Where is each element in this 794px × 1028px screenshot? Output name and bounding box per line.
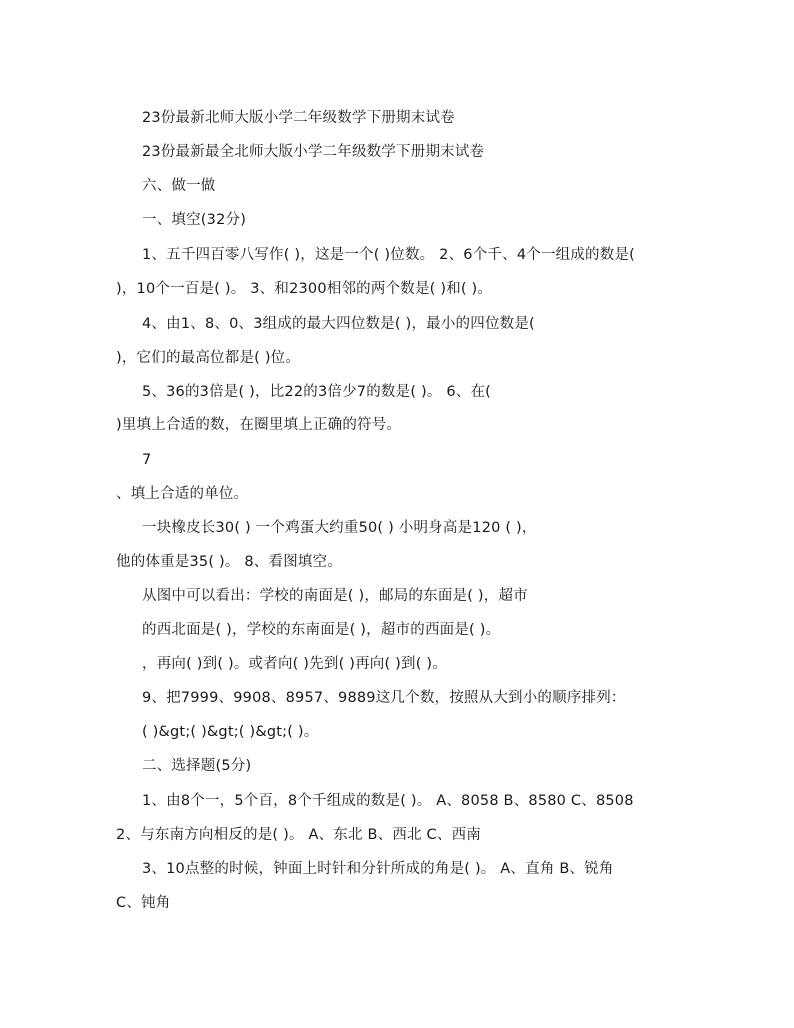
text-line: )，它们的最高位都是( )位。 (116, 350, 301, 366)
text-line: )里填上合适的数，在圈里填上正确的符号。 (116, 417, 402, 433)
text-line: 一块橡皮长30( ) 一个鸡蛋大约重50( ) 小明身高是120 ( )， (142, 520, 537, 536)
text-line: )，10个一百是( )。 3、和2300相邻的两个数是( )和( )。 (116, 281, 493, 297)
text-line: 1、五千四百零八写作( )，这是一个( )位数。 2、6个千、4个一组成的数是( (142, 247, 636, 263)
text-line: 他的体重是35( )。 8、看图填空。 (116, 554, 343, 570)
doc-title: 23份最新北师大版小学二年级数学下册期末试卷 (142, 110, 455, 126)
text-line: 4、由1、8、0、3组成的最大四位数是( )，最小的四位数是( (142, 316, 535, 332)
section-heading: 二、选择题(5分) (142, 758, 252, 774)
text-line: 9、把7999、9908、8957、9889这几个数，按照从大到小的顺序排列： (142, 690, 626, 706)
text-line: 、填上合适的单位。 (116, 486, 249, 502)
doc-subtitle: 23份最新最全北师大版小学二年级数学下册期末试卷 (142, 144, 485, 160)
text-line: 7 (142, 452, 152, 468)
text-line: 5、36的3倍是( )，比22的3倍少7的数是( )。 6、在( (142, 384, 492, 400)
section-heading: 一、填空(32分) (142, 212, 247, 228)
text-line: ，再向( )到( )。或者向( )先到( )再向( )到( )。 (142, 656, 447, 672)
text-line: 1、由8个一，5个百，8个千组成的数是( )。 A、8058 B、8580 C、8508 (142, 793, 634, 809)
text-line: 从图中可以看出：学校的南面是( )，邮局的东面是( )，超市 (142, 588, 528, 604)
text-line: 的西北面是( )，学校的东南面是( )，超市的西面是( )。 (142, 622, 501, 638)
text-line: 2、与东南方向相反的是( )。 A、东北 B、西北 C、西南 (116, 827, 481, 843)
text-line: 3、10点整的时候，钟面上时针和分针所成的角是( )。 A、直角 B、锐角 (142, 861, 614, 877)
text-line: ( )&gt;( )&gt;( )&gt;( )。 (142, 724, 319, 740)
text-line: C、钝角 (116, 895, 171, 911)
section-heading: 六、做一做 (142, 178, 216, 194)
